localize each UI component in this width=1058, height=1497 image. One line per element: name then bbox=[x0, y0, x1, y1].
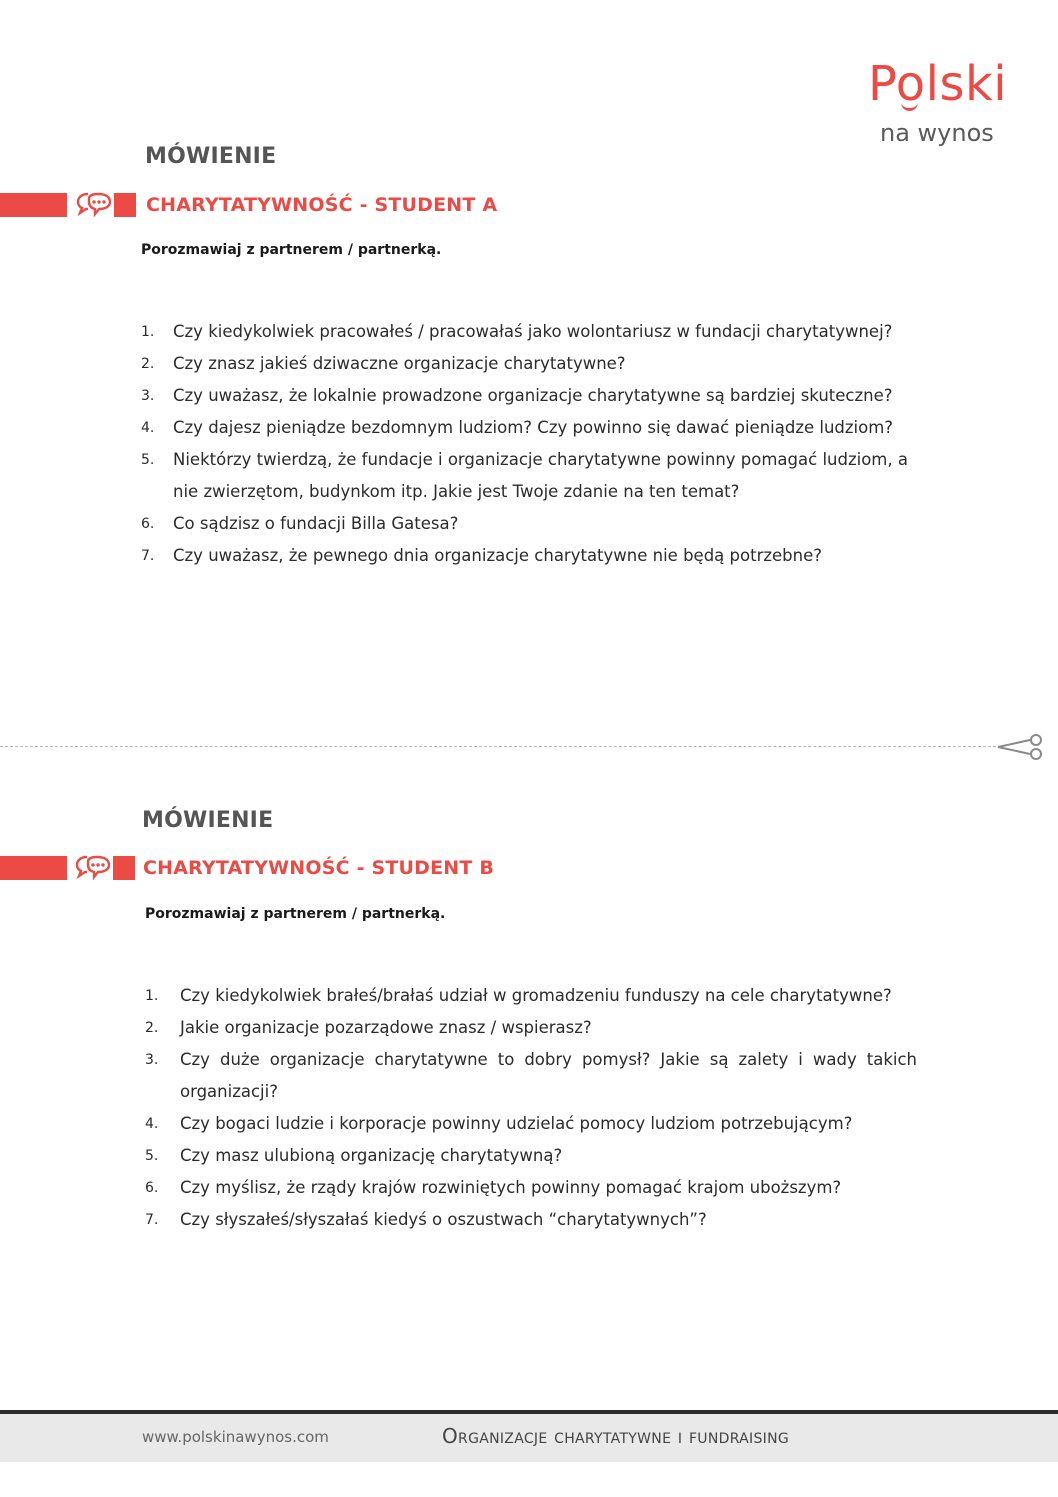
scissors-icon bbox=[996, 734, 1046, 760]
list-item bbox=[141, 444, 921, 508]
list-item bbox=[145, 1108, 917, 1140]
question-text: Czy kiedykolwiek pracowałeś / pracowałaś jako wolontariusz w fundacji charytatywnej? bbox=[173, 322, 893, 341]
list-item bbox=[141, 508, 921, 540]
question-text: Niektórzy twierdzą, że fundacje i organizacje charytatywne powinny pomagać ludziom, a nie zwierzętom, budynkom itp. Jakie jest Twoje zdanie na ten temat? bbox=[173, 450, 908, 501]
list-item bbox=[145, 1140, 917, 1172]
accent-block bbox=[113, 856, 135, 880]
list-item bbox=[145, 1044, 917, 1108]
logo-sub-text: na wynos bbox=[880, 119, 994, 147]
question-text: Czy myślisz, że rządy krajów rozwiniętych powinny pomagać krajom uboższym? bbox=[180, 1178, 842, 1197]
question-text: Czy znasz jakieś dziwaczne organizacje charytatywne? bbox=[173, 354, 626, 373]
question-text: Czy uważasz, że pewnego dnia organizacje charytatywne nie będą potrzebne? bbox=[173, 546, 823, 565]
list-item bbox=[145, 1204, 917, 1236]
item-number: 6. bbox=[145, 1180, 159, 1196]
item-number: 2. bbox=[145, 1020, 159, 1036]
question-list bbox=[145, 980, 917, 1236]
question-text: Co sądzisz o fundacji Billa Gatesa? bbox=[173, 514, 459, 533]
item-number: 3. bbox=[145, 1052, 159, 1068]
logo-main-text: Polski bbox=[868, 56, 1008, 112]
question-text: Czy masz ulubioną organizację charytatywną? bbox=[180, 1146, 563, 1165]
instruction-text: Porozmawiaj z partnerem / partnerką. bbox=[145, 906, 446, 922]
item-number: 1. bbox=[141, 324, 155, 340]
list-item bbox=[141, 348, 921, 380]
question-text: Czy bogaci ludzie i korporacje powinny udzielać pomocy ludziom potrzebującym? bbox=[180, 1114, 853, 1133]
accent-block bbox=[114, 193, 136, 217]
item-number: 2. bbox=[141, 356, 155, 372]
section-subtitle: CHARYTATYWNOŚĆ - STUDENT B bbox=[143, 857, 495, 879]
question-text: Czy słyszałeś/słyszałaś kiedyś o oszustwach “charytatywnych”? bbox=[180, 1210, 707, 1229]
list-item bbox=[145, 1172, 917, 1204]
item-number: 7. bbox=[141, 548, 155, 564]
chat-bubbles-icon bbox=[75, 854, 111, 882]
section-title: MÓWIENIE bbox=[142, 808, 274, 833]
question-text: Jakie organizacje pozarządowe znasz / wspierasz? bbox=[180, 1018, 592, 1037]
footer-url[interactable]: www.polskinawynos.com bbox=[142, 1428, 329, 1446]
list-item bbox=[141, 540, 921, 572]
item-number: 4. bbox=[141, 420, 155, 436]
question-text: Czy kiedykolwiek brałeś/brałaś udział w gromadzeniu funduszy na cele charytatywne? bbox=[180, 986, 892, 1005]
question-text: Czy uważasz, że lokalnie prowadzone organizacje charytatywne są bardziej skuteczne? bbox=[173, 386, 893, 405]
chat-bubbles-icon bbox=[76, 191, 112, 219]
item-number: 3. bbox=[141, 388, 155, 404]
list-item bbox=[141, 380, 921, 412]
question-text: Czy dajesz pieniądze bezdomnym ludziom? Czy powinno się dawać pieniądze ludziom? bbox=[173, 418, 894, 437]
list-item bbox=[145, 980, 917, 1012]
footer-title: Organizacje charytatywne i fundraising bbox=[442, 1424, 790, 1448]
list-item bbox=[141, 316, 921, 348]
question-list bbox=[141, 316, 921, 572]
item-number: 7. bbox=[145, 1212, 159, 1228]
section-title: MÓWIENIE bbox=[145, 144, 277, 169]
item-number: 4. bbox=[145, 1116, 159, 1132]
logo bbox=[862, 56, 1012, 156]
instruction-text: Porozmawiaj z partnerem / partnerką. bbox=[141, 242, 442, 258]
list-item bbox=[141, 412, 921, 444]
section-subtitle: CHARYTATYWNOŚĆ - STUDENT A bbox=[146, 194, 498, 216]
item-number: 1. bbox=[145, 988, 159, 1004]
question-text: Czy duże organizacje charytatywne to dobry pomysł? Jakie są zalety i wady takich organizacji? bbox=[180, 1050, 917, 1101]
accent-bar bbox=[0, 193, 67, 217]
item-number: 6. bbox=[141, 516, 155, 532]
cut-line bbox=[0, 746, 996, 747]
list-item bbox=[145, 1012, 917, 1044]
accent-bar bbox=[0, 856, 67, 880]
item-number: 5. bbox=[141, 452, 155, 468]
item-number: 5. bbox=[145, 1148, 159, 1164]
